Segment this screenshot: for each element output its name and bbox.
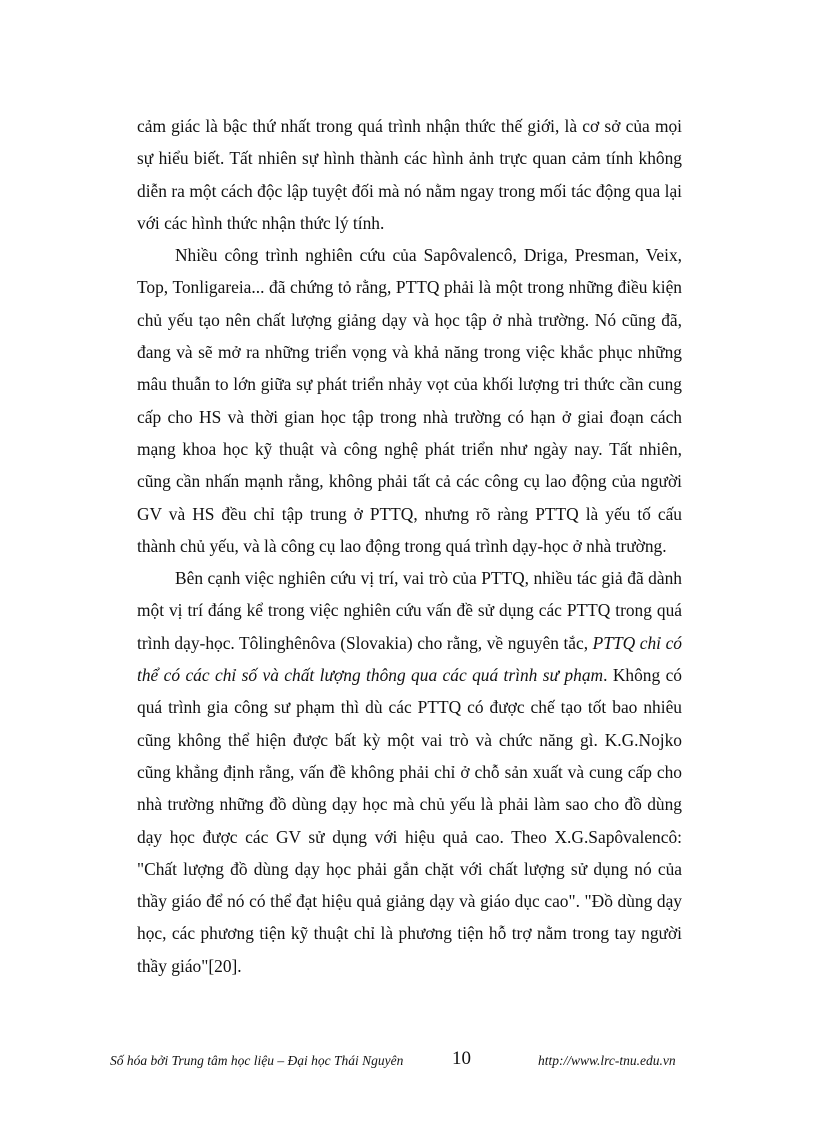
paragraph-3-text-start: Bên cạnh việc nghiên cứu vị trí, vai trò của PTTQ, nhiều tác giả đã dành một vị trí đáng kể trong việc nghiên cứu vấn đề sử dụng các PTTQ trong quá trình dạy-học. Tôlinghênôva (Slovakia) cho rằng, về nguyên tắc, [137,568,682,653]
paragraph-3-italic-quote: PTTQ chỉ có thể có các chỉ số và chất lượng thông qua các quá trình sư phạm [137,632,682,686]
paragraph-3-text-end: . Không có quá trình gia công sư phạm thì dù các PTTQ có được chế tạo tốt bao nhiêu cũng không thể hiện được bất kỳ một vai trò và chức năng gì. K.G.Nojko cũng khẳng định rằng, vấn đề không phải chỉ ở chỗ sản xuất và cung cấp cho nhà trường những đồ dùng dạy học mà chủ yếu là phải làm sao cho đồ dùng dạy học được các GV sử dụng với hiệu quả cao. Theo X.G.Sapôvalencô: "Chất lượng đồ dùng dạy học phải gắn chặt với chất lượng sử dụng nó của thầy giáo để nó có thể đạt hiệu quả giảng dạy và giáo dục cao". "Đồ dùng dạy học, các phương tiện kỹ thuật chỉ là phương tiện hỗ trợ nằm trong tay người thầy giáo"[20]. [137,665,682,976]
footer-url: http://www.lrc-tnu.edu.vn [538,1053,676,1068]
page-footer [0,1050,816,1080]
footer-source: Số hóa bởi Trung tâm học liệu – Đại học Thái Nguyên [110,1053,404,1068]
paragraph-1: cảm giác là bậc thứ nhất trong quá trình nhận thức thế giới, là cơ sở của mọi sự hiểu biết. Tất nhiên sự hình thành các hình ảnh trực quan cảm tính không diễn ra một cách độc lập tuyệt đối mà nó nằm ngay trong mối tác động qua lại với các hình thức nhận thức lý tính. [137,116,682,233]
body-text [137,110,682,982]
page-number: 10 [452,1048,471,1069]
paragraph-3 [137,562,682,982]
paragraph-2: Nhiều công trình nghiên cứu của Sapôvalencô, Driga, Presman, Veix, Top, Tonligareia... đã chứng tỏ rằng, PTTQ phải là một trong những điều kiện chủ yếu tạo nên chất lượng giảng dạy và học tập ở nhà trường. Nó cũng đã, đang và sẽ mở ra những triển vọng và khả năng trong việc khắc phục những mâu thuẫn to lớn giữa sự phát triển nhảy vọt của khối lượng tri thức cần cung cấp cho HS và thời gian học tập trong nhà trường có hạn ở giai đoạn cách mạng khoa học kỹ thuật và công nghệ phát triển như ngày nay. Tất nhiên, cũng cần nhấn mạnh rằng, không phải tất cả các công cụ lao động của người GV và HS đều chỉ tập trung ở PTTQ, nhưng rõ ràng PTTQ là yếu tố cấu thành chủ yếu, và là công cụ lao động trong quá trình dạy-học ở nhà trường. [137,245,682,556]
